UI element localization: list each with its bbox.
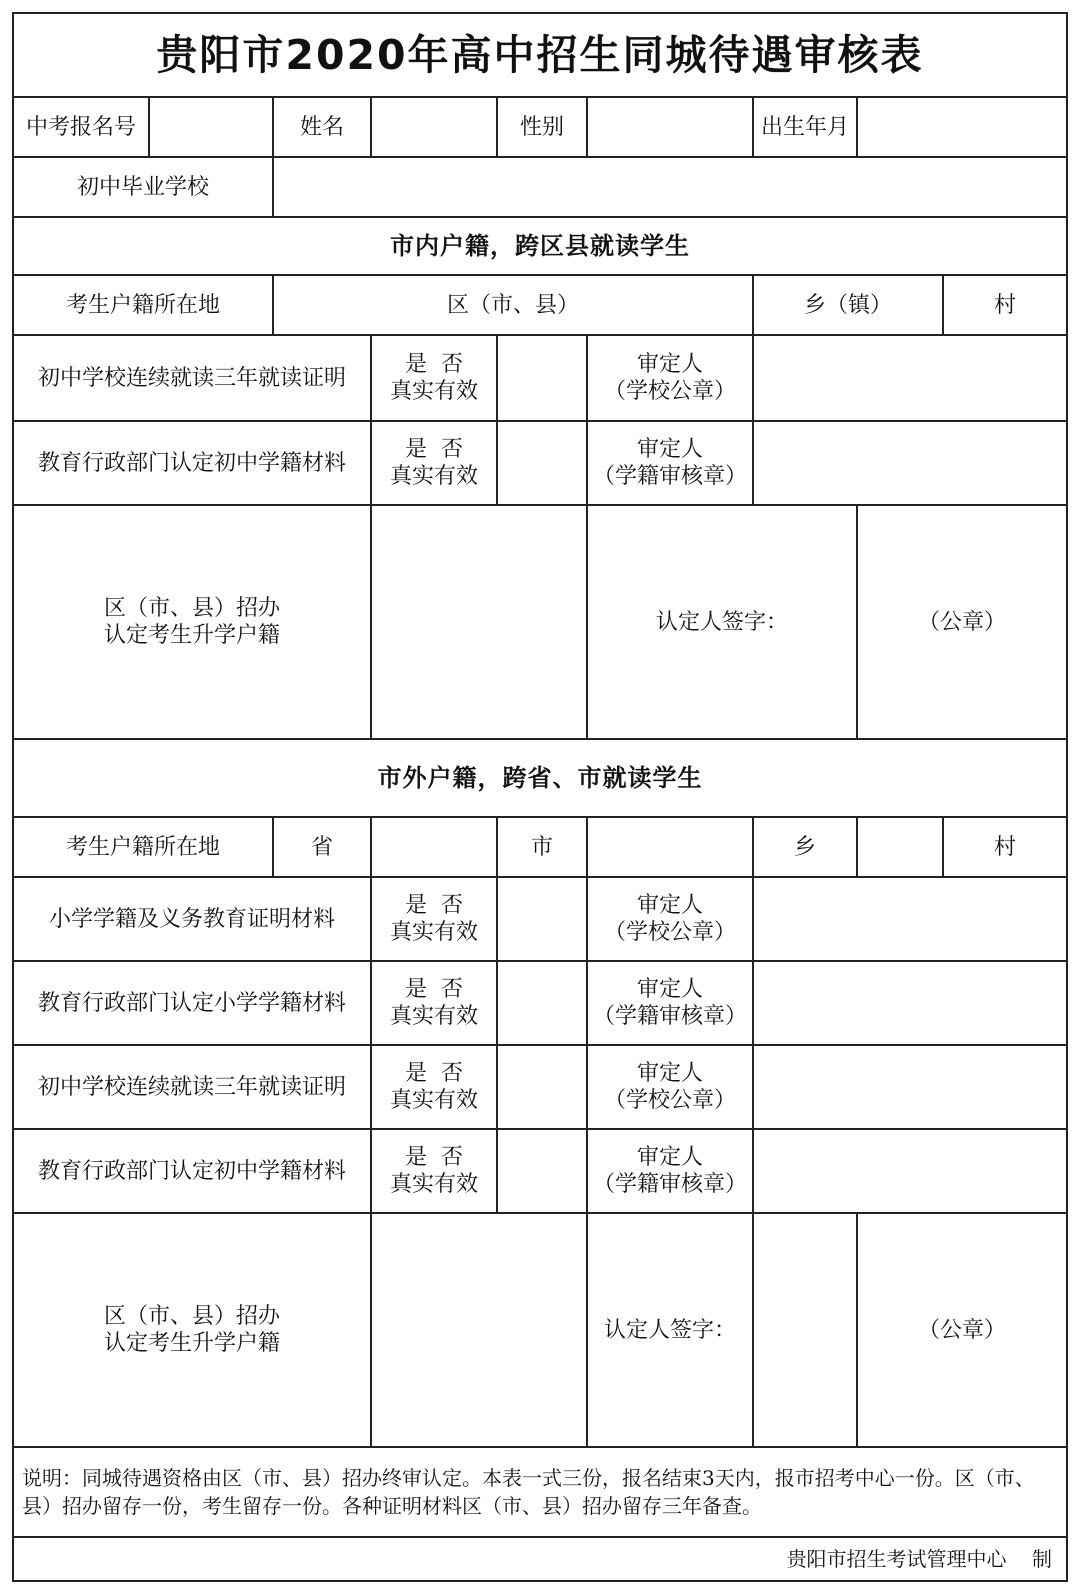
section1-heading: 市内户籍，跨区县就读学生	[12, 216, 1068, 276]
s2-confirm-label: 区（市、县）招办 认定考生升学户籍	[12, 1212, 372, 1448]
s2-row4-valid-label: 是 否 真实有效	[370, 1128, 498, 1214]
s2-town-field[interactable]	[856, 816, 944, 878]
s1-row2-approver-label: 审定人 （学籍审核章）	[586, 420, 754, 506]
s2-row1-item: 小学学籍及义务教育证明材料	[12, 876, 372, 962]
s2-row2-valid-label: 是 否 真实有效	[370, 960, 498, 1046]
s2-row1-valid-field[interactable]	[496, 876, 588, 962]
s2-row4-approver-label: 审定人 （学籍审核章）	[586, 1128, 754, 1214]
name-label: 姓名	[272, 96, 372, 158]
s1-row1-approver-field[interactable]	[752, 334, 1068, 422]
gender-field[interactable]	[586, 96, 754, 158]
s1-row1-approver-label: 审定人 （学校公章）	[586, 334, 754, 422]
s1-row1-valid-label: 是 否 真实有效	[370, 334, 498, 422]
exam-no-label: 中考报名号	[12, 96, 150, 158]
s2-row4-valid-field[interactable]	[496, 1128, 588, 1214]
note-text: 说明：同城待遇资格由区（市、县）招办终审认定。本表一式三份，报名结束3天内，报市招考中心一份。区（市、县）招办留存一份，考生留存一份。各种证明材料区（市、县）招办留存三年备查。	[12, 1446, 1068, 1538]
s2-province-field[interactable]	[370, 816, 498, 878]
s1-row2-valid-label: 是 否 真实有效	[370, 420, 498, 506]
s1-district-field[interactable]: 区（市、县）	[272, 274, 754, 336]
s2-sign-label: 认定人签字：	[586, 1212, 754, 1448]
s2-row4-approver-field[interactable]	[752, 1128, 1068, 1214]
s1-village-field[interactable]: 村	[942, 274, 1068, 336]
s1-row2-item: 教育行政部门认定初中学籍材料	[12, 420, 372, 506]
exam-no-field[interactable]	[148, 96, 274, 158]
s2-row3-valid-field[interactable]	[496, 1044, 588, 1130]
s1-row1-item: 初中学校连续就读三年就读证明	[12, 334, 372, 422]
s2-row3-valid-label: 是 否 真实有效	[370, 1044, 498, 1130]
s2-row1-approver-label: 审定人 （学校公章）	[586, 876, 754, 962]
s1-town-field[interactable]: 乡（镇）	[752, 274, 944, 336]
section2-heading: 市外户籍，跨省、市就读学生	[12, 738, 1068, 818]
s2-row1-approver-field[interactable]	[752, 876, 1068, 962]
gender-label: 性别	[496, 96, 588, 158]
s1-row2-approver-field[interactable]	[752, 420, 1068, 506]
school-label: 初中毕业学校	[12, 156, 274, 218]
birth-label: 出生年月	[752, 96, 858, 158]
s2-row3-approver-label: 审定人 （学校公章）	[586, 1044, 754, 1130]
birth-field[interactable]	[856, 96, 1068, 158]
s2-city-field[interactable]	[586, 816, 754, 878]
footer-issuer: 贵阳市招生考试管理中心 制	[12, 1536, 1068, 1582]
s2-hukou-label: 考生户籍所在地	[12, 816, 274, 878]
s2-town-label: 乡	[752, 816, 858, 878]
form-title: 贵阳市2020年高中招生同城待遇审核表	[12, 12, 1068, 98]
s1-row1-valid-field[interactable]	[496, 334, 588, 422]
s2-confirm-field[interactable]	[370, 1212, 588, 1448]
school-field[interactable]	[272, 156, 1068, 218]
s2-seal-label[interactable]: （公章）	[856, 1212, 1068, 1448]
s2-row4-item: 教育行政部门认定初中学籍材料	[12, 1128, 372, 1214]
s2-row3-item: 初中学校连续就读三年就读证明	[12, 1044, 372, 1130]
s1-row2-valid-field[interactable]	[496, 420, 588, 506]
s2-row2-approver-label: 审定人 （学籍审核章）	[586, 960, 754, 1046]
s2-city-label: 市	[496, 816, 588, 878]
s1-confirm-field[interactable]	[370, 504, 588, 740]
name-field[interactable]	[370, 96, 498, 158]
s2-row2-item: 教育行政部门认定小学学籍材料	[12, 960, 372, 1046]
s2-province-label: 省	[272, 816, 372, 878]
s1-hukou-label: 考生户籍所在地	[12, 274, 274, 336]
s2-sign-field[interactable]	[752, 1212, 858, 1448]
s2-row3-approver-field[interactable]	[752, 1044, 1068, 1130]
s2-row2-valid-field[interactable]	[496, 960, 588, 1046]
s2-village-label: 村	[942, 816, 1068, 878]
s1-confirm-label: 区（市、县）招办 认定考生升学户籍	[12, 504, 372, 740]
s2-row1-valid-label: 是 否 真实有效	[370, 876, 498, 962]
s1-sign-label[interactable]: 认定人签字：	[586, 504, 858, 740]
s1-seal-label[interactable]: （公章）	[856, 504, 1068, 740]
s2-row2-approver-field[interactable]	[752, 960, 1068, 1046]
